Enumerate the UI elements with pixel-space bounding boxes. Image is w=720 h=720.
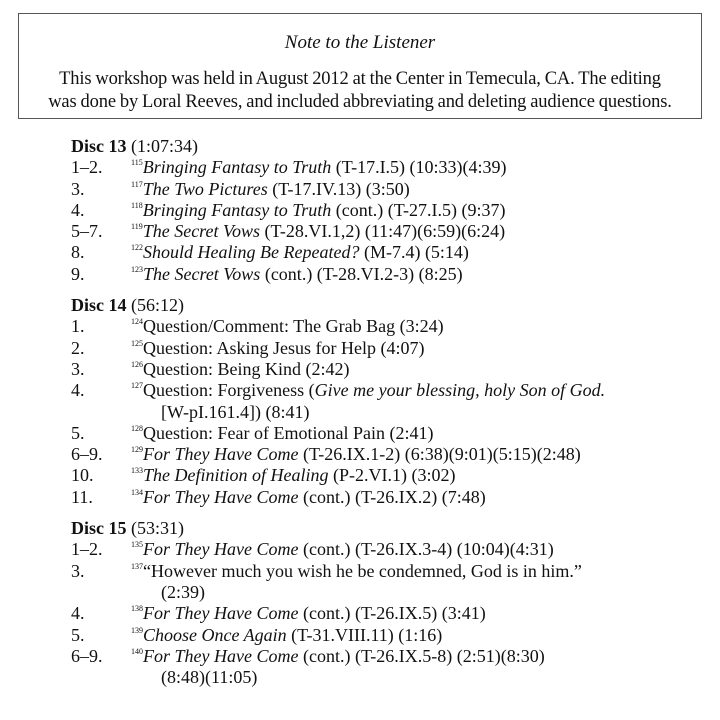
track-item bbox=[71, 359, 711, 380]
track-title: Question: Being Kind (2:42) bbox=[143, 358, 350, 379]
track-title: For They Have Come bbox=[143, 444, 299, 465]
track-title: The Secret Vows bbox=[143, 263, 261, 284]
track-title: Question: Forgiveness ( bbox=[143, 380, 315, 401]
track-number: 3. bbox=[71, 560, 85, 581]
disc-label: Disc 15 bbox=[71, 518, 127, 539]
track-ref: 122 bbox=[131, 243, 143, 253]
track-line bbox=[71, 444, 711, 465]
disc-heading bbox=[71, 136, 711, 157]
listener-note-box bbox=[18, 13, 702, 119]
disc-track-list bbox=[71, 136, 711, 688]
track-line bbox=[71, 487, 711, 508]
track-ref: 138 bbox=[131, 604, 143, 614]
track-number: 4. bbox=[71, 199, 85, 220]
track-ref: 125 bbox=[131, 338, 143, 348]
track-number: 10. bbox=[71, 465, 94, 486]
track-line bbox=[71, 157, 711, 178]
track-number: 9. bbox=[71, 263, 85, 284]
track-line bbox=[71, 221, 711, 242]
track-details: (T-26.IX.1-2) (6:38)(9:01)(5:15)(2:48) bbox=[298, 444, 581, 465]
track-item bbox=[71, 423, 711, 444]
disc-heading bbox=[71, 518, 711, 539]
track-ref: 140 bbox=[131, 646, 143, 656]
track-title: For They Have Come bbox=[143, 645, 299, 666]
track-line bbox=[71, 242, 711, 263]
track-continuation: [W-pI.161.4]) (8:41) bbox=[161, 401, 310, 422]
disc-spacer bbox=[71, 508, 711, 518]
track-item bbox=[71, 487, 711, 508]
track-line bbox=[71, 465, 711, 486]
track-line bbox=[71, 179, 711, 200]
track-title: Should Healing Be Repeated? bbox=[143, 242, 360, 263]
track-item bbox=[71, 179, 711, 200]
track-details: (T-17.IV.13) (3:50) bbox=[267, 178, 410, 199]
track-ref: 124 bbox=[131, 317, 143, 327]
track-number: 1–2. bbox=[71, 539, 103, 560]
disc-heading bbox=[71, 295, 711, 316]
track-details: (P-2.VI.1) (3:02) bbox=[328, 465, 456, 486]
track-ref: 139 bbox=[131, 625, 143, 635]
track-line bbox=[71, 338, 711, 359]
track-ref: 123 bbox=[131, 264, 143, 274]
track-ref: 137 bbox=[131, 561, 143, 571]
track-ref: 135 bbox=[131, 540, 143, 550]
track-title: Bringing Fantasy to Truth bbox=[142, 199, 332, 220]
track-item bbox=[71, 561, 711, 604]
track-title: Question: Fear of Emotional Pain (2:41) bbox=[143, 422, 434, 443]
track-item bbox=[71, 221, 711, 242]
track-item bbox=[71, 625, 711, 646]
track-continuation: (2:39) bbox=[161, 581, 205, 602]
track-title: Question: Asking Jesus for Help (4:07) bbox=[143, 337, 425, 358]
disc-label: Disc 13 bbox=[71, 136, 127, 156]
note-line: was done by Loral Reeves, and included abbreviating and deleting audience questions. bbox=[48, 92, 672, 112]
track-details: (T-28.VI.1,2) (11:47)(6:59)(6:24) bbox=[260, 221, 506, 242]
track-ref: 133 bbox=[131, 466, 143, 476]
track-details: (T-31.VIII.11) (1:16) bbox=[286, 624, 443, 645]
track-ref: 134 bbox=[131, 487, 143, 497]
track-item bbox=[71, 465, 711, 486]
disc-duration: (53:31) bbox=[131, 518, 184, 539]
track-title: The Definition of Healing bbox=[143, 465, 329, 486]
track-details: (cont.) (T-27.I.5) (9:37) bbox=[331, 199, 506, 220]
track-item bbox=[71, 646, 711, 689]
track-details: (cont.) (T-26.IX.3-4) (10:04)(4:31) bbox=[298, 539, 554, 560]
track-item bbox=[71, 603, 711, 624]
track-ref: 117 bbox=[131, 179, 143, 189]
track-details: (T-17.I.5) (10:33)(4:39) bbox=[331, 157, 507, 178]
track-line bbox=[71, 316, 711, 337]
track-number: 4. bbox=[71, 380, 85, 401]
track-ref: 129 bbox=[131, 445, 143, 455]
track-line bbox=[71, 646, 711, 667]
track-number: 1. bbox=[71, 316, 85, 337]
track-number: 2. bbox=[71, 337, 85, 358]
track-ref: 115 bbox=[131, 158, 143, 168]
track-title: Choose Once Again bbox=[143, 624, 287, 645]
track-details: (M-7.4) (5:14) bbox=[359, 242, 469, 263]
note-title: Note to the Listener bbox=[284, 32, 436, 53]
track-details: (cont.) (T-26.IX.5) (3:41) bbox=[298, 603, 486, 624]
track-item bbox=[71, 264, 711, 285]
track-item bbox=[71, 157, 711, 178]
track-number: 6–9. bbox=[71, 444, 103, 465]
disc-label: Disc 14 bbox=[71, 295, 127, 316]
track-number: 4. bbox=[71, 603, 85, 624]
track-number: 3. bbox=[71, 178, 85, 199]
track-title: For They Have Come bbox=[143, 603, 299, 624]
track-continuation: (8:48)(11:05) bbox=[161, 667, 258, 688]
note-line: This workshop was held in August 2012 at the Center in Temecula, CA. The editing bbox=[59, 69, 661, 89]
track-ref: 118 bbox=[131, 200, 143, 210]
track-item bbox=[71, 242, 711, 263]
track-details: (cont.) (T-26.IX.5-8) (2:51)(8:30) bbox=[298, 645, 545, 666]
track-number: 5. bbox=[71, 624, 85, 645]
track-number: 5–7. bbox=[71, 221, 103, 242]
track-title: Question/Comment: The Grab Bag (3:24) bbox=[143, 316, 444, 337]
track-line bbox=[71, 561, 711, 582]
track-line bbox=[71, 423, 711, 444]
track-number: 6–9. bbox=[71, 645, 103, 666]
track-item bbox=[71, 380, 711, 423]
track-number: 8. bbox=[71, 242, 85, 263]
track-item bbox=[71, 200, 711, 221]
track-details: (cont.) (T-26.IX.2) (7:48) bbox=[298, 486, 486, 507]
track-item bbox=[71, 316, 711, 337]
disc-duration: (1:07:34) bbox=[131, 136, 198, 156]
track-ref: 127 bbox=[131, 381, 143, 391]
disc-duration: (56:12) bbox=[131, 295, 184, 316]
track-item bbox=[71, 539, 711, 560]
track-title: “However much you wish he be condemned, God is in him.” bbox=[143, 560, 582, 581]
track-line bbox=[71, 200, 711, 221]
track-line bbox=[71, 359, 711, 380]
track-line bbox=[71, 380, 711, 401]
track-line bbox=[71, 539, 711, 560]
track-line bbox=[71, 625, 711, 646]
disc-spacer bbox=[71, 285, 711, 295]
track-item bbox=[71, 338, 711, 359]
track-title: For They Have Come bbox=[143, 486, 299, 507]
track-title: The Two Pictures bbox=[142, 178, 268, 199]
track-ref: 119 bbox=[131, 222, 143, 232]
track-line bbox=[71, 264, 711, 285]
note-body bbox=[25, 68, 695, 114]
track-ref: 126 bbox=[131, 359, 143, 369]
track-number: 1–2. bbox=[71, 157, 103, 178]
track-number: 5. bbox=[71, 422, 85, 443]
track-ref: 128 bbox=[131, 423, 143, 433]
track-title: Bringing Fantasy to Truth bbox=[142, 157, 332, 178]
track-line bbox=[71, 603, 711, 624]
track-item bbox=[71, 444, 711, 465]
track-details: (cont.) (T-28.VI.2-3) (8:25) bbox=[260, 263, 463, 284]
track-quote: Give me your blessing, holy Son of God. bbox=[314, 380, 606, 401]
track-number: 11. bbox=[71, 486, 93, 507]
track-title: For They Have Come bbox=[143, 539, 299, 560]
track-number: 3. bbox=[71, 358, 85, 379]
track-title: The Secret Vows bbox=[142, 221, 261, 242]
